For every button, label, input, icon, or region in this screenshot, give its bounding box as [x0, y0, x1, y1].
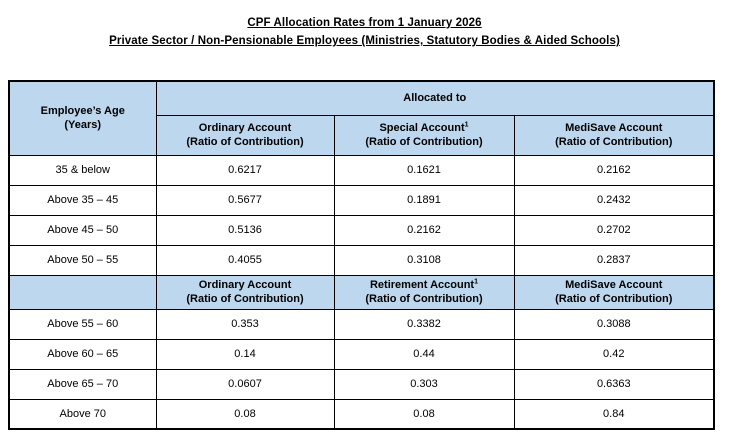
age-cell: Above 60 – 65	[9, 339, 156, 369]
document-title-line1: CPF Allocation Rates from 1 January 2026	[247, 17, 482, 29]
medisave-value-cell: 0.2702	[514, 215, 714, 245]
ordinary-value-cell: 0.14	[156, 339, 334, 369]
medisave-value-cell: 0.2162	[514, 155, 714, 185]
ordinary-value-cell: 0.353	[156, 309, 334, 339]
age-cell: 35 & below	[9, 155, 156, 185]
column-header-ordinary-account	[156, 115, 334, 155]
column-header-sublabel: (Ratio of Contribution)	[186, 136, 304, 148]
age-cell: Above 55 – 60	[9, 309, 156, 339]
header-row-top	[9, 81, 714, 115]
section2-age-header-empty	[9, 275, 156, 309]
column-header-label: Ordinary Account	[198, 279, 292, 291]
column-header-retirement-account	[334, 275, 514, 309]
table-row-above-70	[9, 399, 714, 429]
retirement-value-cell: 0.44	[334, 339, 514, 369]
column-header-medisave-account-2	[514, 275, 714, 309]
medisave-value-cell: 0.2432	[514, 185, 714, 215]
table-row-above-50-55	[9, 245, 714, 275]
column-header-sublabel: (Ratio of Contribution)	[365, 293, 483, 305]
medisave-value-cell: 0.84	[514, 399, 714, 429]
column-header-sublabel: (Ratio of Contribution)	[365, 136, 483, 148]
footnote-marker: 1	[474, 278, 478, 286]
medisave-value-cell: 0.3088	[514, 309, 714, 339]
age-cell: Above 45 – 50	[9, 215, 156, 245]
special-value-cell: 0.1891	[334, 185, 514, 215]
ordinary-value-cell: 0.4055	[156, 245, 334, 275]
table-row-above-65-70	[9, 369, 714, 399]
age-cell: Above 65 – 70	[9, 369, 156, 399]
ordinary-value-cell: 0.0607	[156, 369, 334, 399]
age-header-line1: Employee’s Age	[40, 105, 125, 118]
column-header-label: Special Account	[379, 122, 465, 134]
table-row-above-35-45	[9, 185, 714, 215]
header-row-section2-accounts	[9, 275, 714, 309]
column-header-special-account	[334, 115, 514, 155]
table-row-35-below	[9, 155, 714, 185]
special-value-cell: 0.1621	[334, 155, 514, 185]
medisave-value-cell: 0.6363	[514, 369, 714, 399]
footnote-marker: 1	[464, 121, 469, 129]
column-header-label: MediSave Account	[565, 279, 663, 291]
table-row-above-45-50	[9, 215, 714, 245]
column-header-label: MediSave Account	[565, 122, 663, 134]
column-header-sublabel: (Ratio of Contribution)	[555, 293, 673, 305]
document-header	[0, 0, 729, 50]
special-value-cell: 0.3108	[334, 245, 514, 275]
column-header-label: Ordinary Account	[198, 122, 292, 134]
age-cell: Above 70	[9, 399, 156, 429]
allocated-to-header: Allocated to	[156, 81, 714, 115]
age-header-line2: (Years)	[64, 119, 102, 132]
medisave-value-cell: 0.2837	[514, 245, 714, 275]
retirement-value-cell: 0.08	[334, 399, 514, 429]
column-header-sublabel: (Ratio of Contribution)	[555, 136, 673, 148]
age-column-header	[9, 81, 156, 155]
ordinary-value-cell: 0.5136	[156, 215, 334, 245]
ordinary-value-cell: 0.08	[156, 399, 334, 429]
retirement-value-cell: 0.303	[334, 369, 514, 399]
retirement-value-cell: 0.3382	[334, 309, 514, 339]
column-header-medisave-account	[514, 115, 714, 155]
table-row-above-55-60	[9, 309, 714, 339]
special-value-cell: 0.2162	[334, 215, 514, 245]
ordinary-value-cell: 0.6217	[156, 155, 334, 185]
table-row-above-60-65	[9, 339, 714, 369]
medisave-value-cell: 0.42	[514, 339, 714, 369]
age-cell: Above 50 – 55	[9, 245, 156, 275]
column-header-sublabel: (Ratio of Contribution)	[186, 293, 304, 305]
age-cell: Above 35 – 45	[9, 185, 156, 215]
cpf-allocation-table	[8, 80, 715, 430]
column-header-label: Retirement Account	[369, 279, 475, 291]
column-header-ordinary-account-2	[156, 275, 334, 309]
ordinary-value-cell: 0.5677	[156, 185, 334, 215]
document-title-line2: Private Sector / Non-Pensionable Employees (Ministries, Statutory Bodies & Aided Schools)	[109, 35, 620, 47]
